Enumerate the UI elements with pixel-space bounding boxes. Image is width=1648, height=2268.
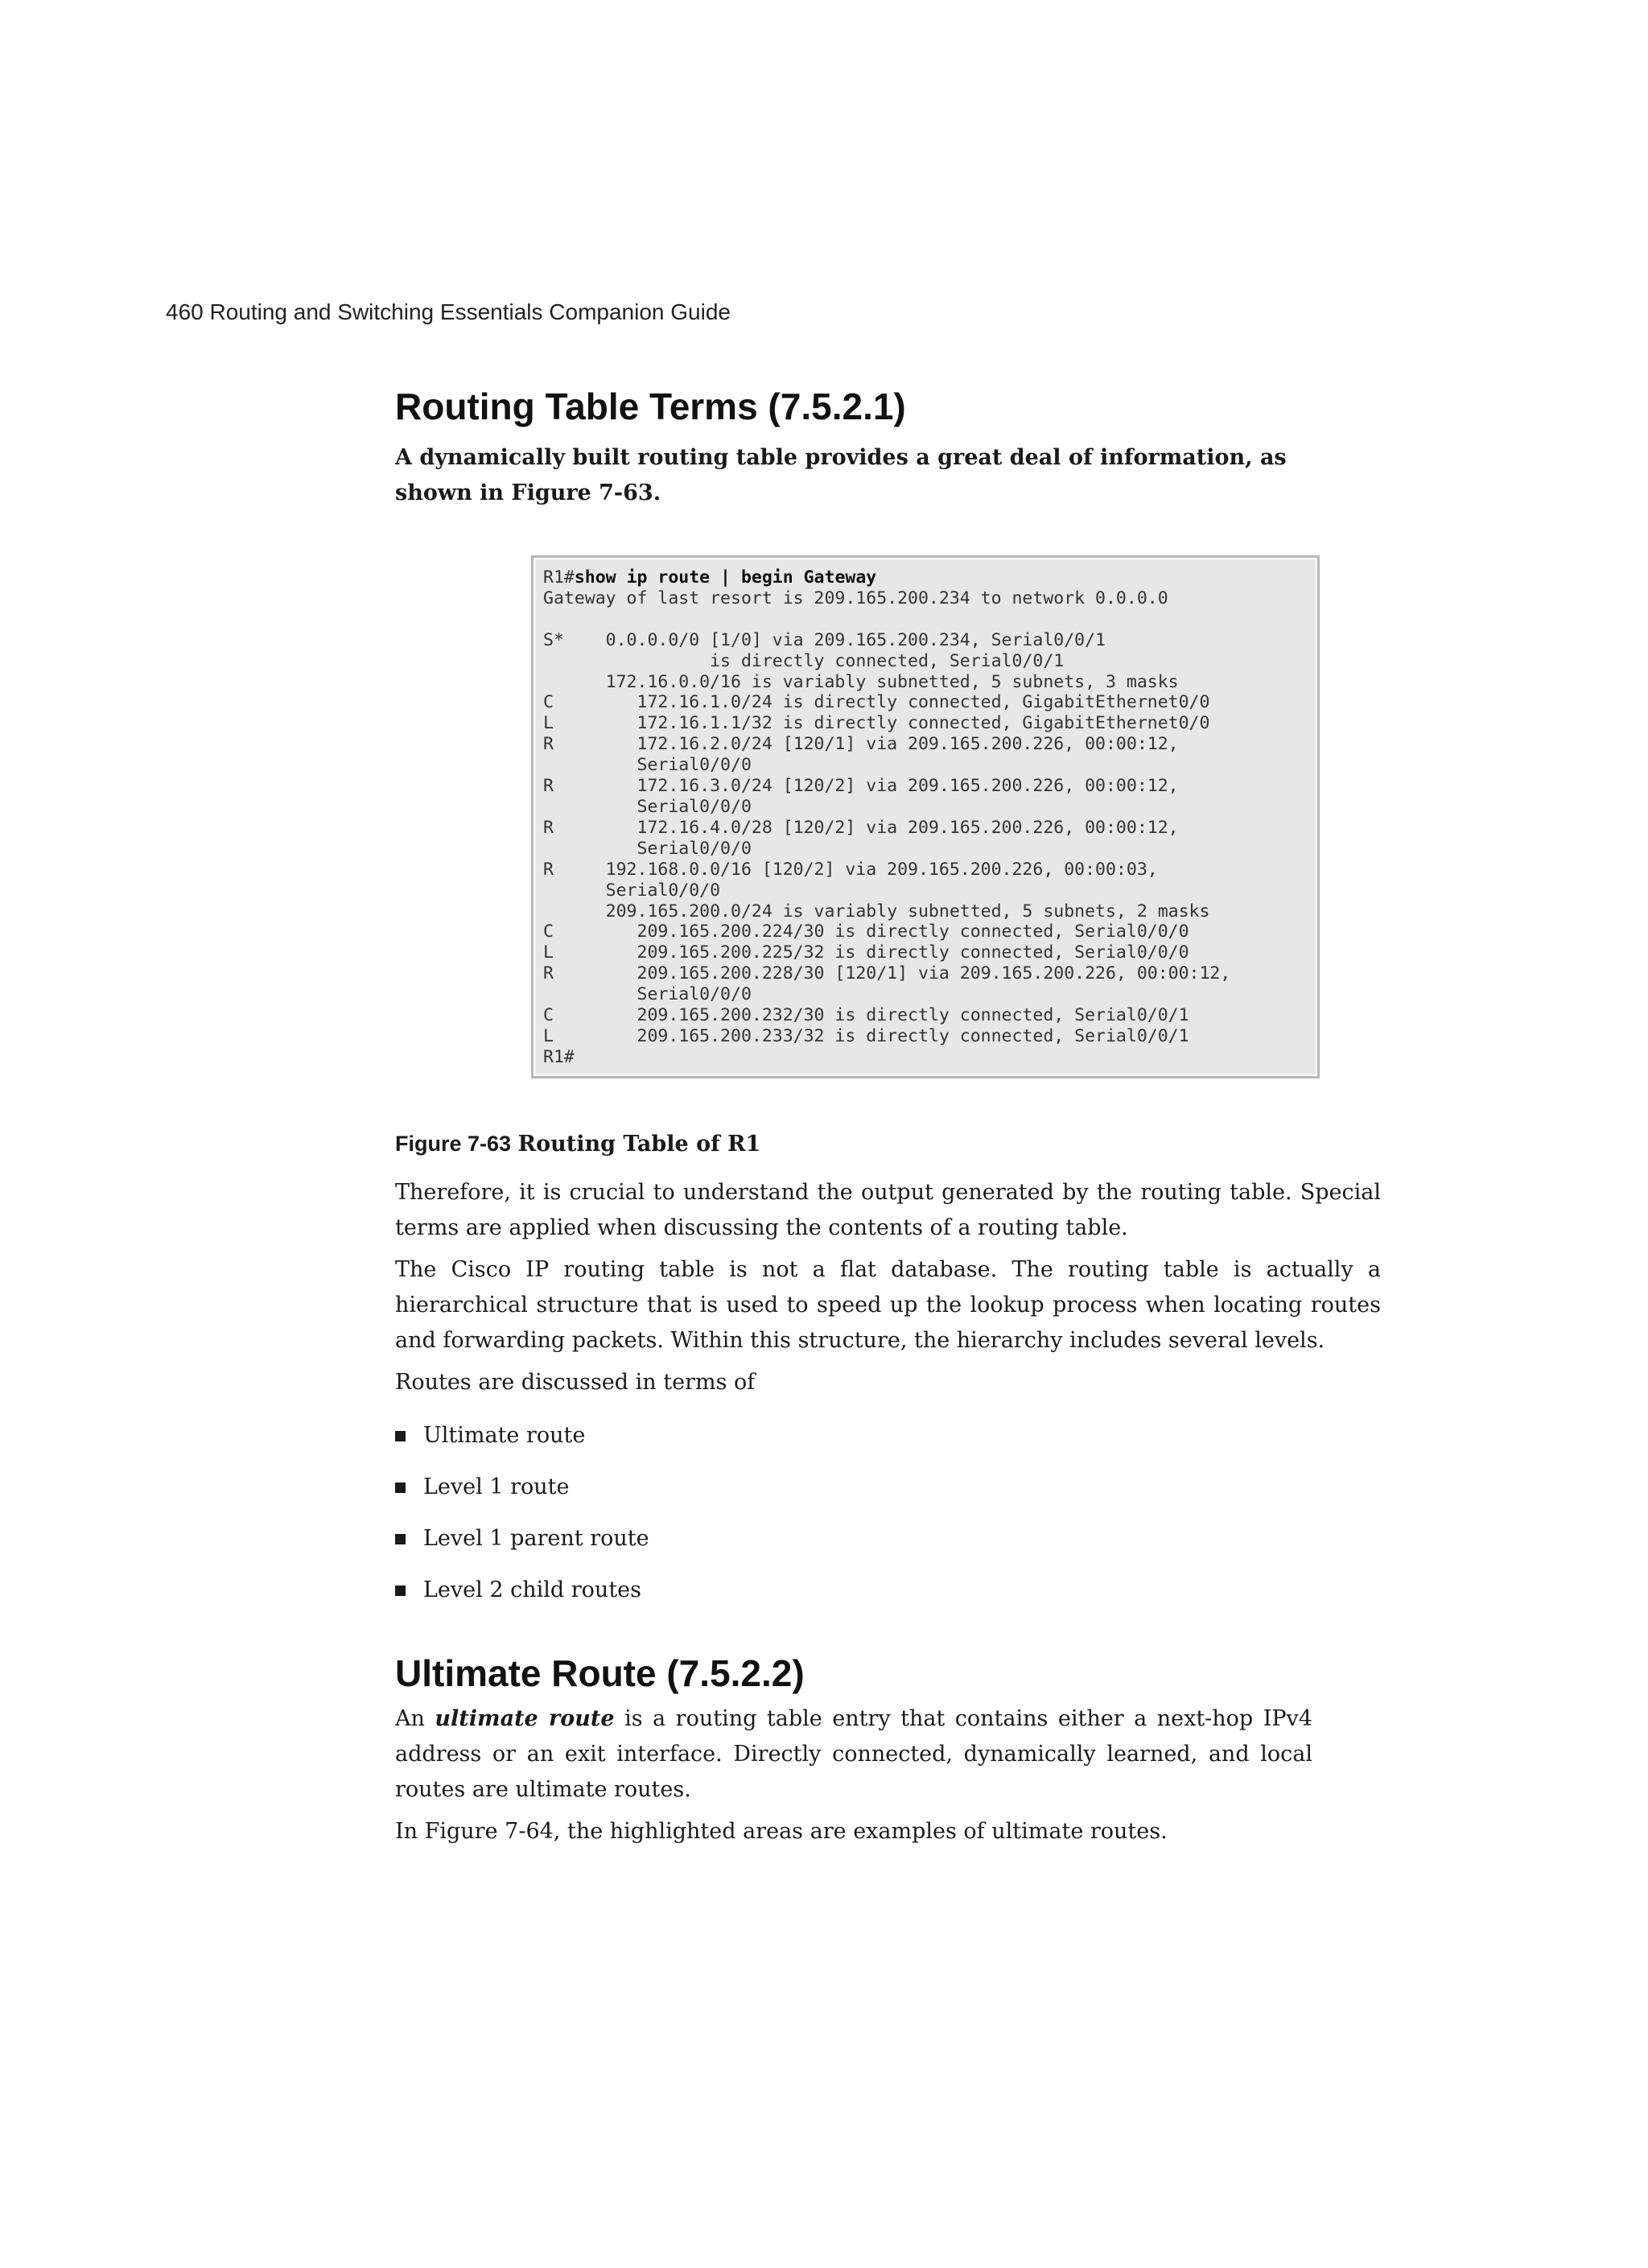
route-types-list <box>395 1410 649 1616</box>
terminal-prompt: R1# <box>543 567 575 588</box>
paragraph-hierarchical-structure: The Cisco IP routing table is not a flat database. The routing table is actually a hierarchical structure that is used to speed up the lookup process when locating routes and forwarding packets. Within this structure, the hierarchy includes several levels. <box>395 1257 1381 1353</box>
running-head: 460 Routing and Switching Essentials Companion Guide <box>166 299 731 324</box>
section-heading-routing-table-terms: Routing Table Terms (7.5.2.1) <box>395 386 906 427</box>
figure-caption <box>395 1132 760 1157</box>
text-span: is a routing table entry that contains either a next-hop IPv4 address or an exit interface. Directly connected, dynamically learned, and local routes are ultimate routes. <box>395 1706 1312 1802</box>
paragraph-special-terms: Therefore, it is crucial to understand the output generated by the routing table. Special terms are applied when discussing the contents of a routing table. <box>395 1180 1381 1240</box>
list-item: Level 1 parent route <box>395 1513 649 1565</box>
list-item: Level 2 child routes <box>395 1565 649 1616</box>
intro-paragraph: A dynamically built routing table provides a great deal of information, as shown in Figure 7-63. <box>395 445 1287 505</box>
list-item: Level 1 route <box>395 1462 649 1513</box>
section-heading-ultimate-route: Ultimate Route (7.5.2.2) <box>395 1652 805 1694</box>
terminal-command: show ip route | begin Gateway <box>574 567 877 588</box>
figure-title: Routing Table of R1 <box>517 1132 761 1157</box>
paragraph-figure-reference: In Figure 7-64, the highlighted areas are examples of ultimate routes. <box>395 1819 1168 1844</box>
text-span: An <box>395 1706 435 1731</box>
terminal-routing-output: Gateway of last resort is 209.165.200.234 to network 0.0.0.0 S* 0.0.0.0/0 [1/0] via 209.165.200.234, Serial0/0/1 is directly connected, Serial0/0/1 172.16.0.0/16 is variably subnetted, 5 subnets, 3 masks C 172.16.1.0/24 is directly connected, GigabitEthernet0/0 L 172.16.1.1/32 is directly connected, GigabitEthernet0/0 R 172.16.2.0/24 [120/1] via 209.165.200.226, 00:00:12, Serial0/0/0 R 172.16.3.0/24 [120/2] via 209.165.200.226, 00:00:12, Serial0/0/0 R 172.16.4.0/28 [120/2] via 209.165.200.226, 00:00:12, Serial0/0/0 R 192.168.0.0/16 [120/2] via 209.165.200.226, 00:00:03, Serial0/0/0 209.165.200.0/24 is variably subnetted, 5 subnets, 2 masks C 209.165.200.224/30 is directly connected, Serial0/0/0 L 209.165.200.225/32 is directly connected, Serial0/0/0 R 209.165.200.228/30 [120/1] via 209.165.200.226, 00:00:12, Serial0/0/0 C 209.165.200.232/30 is directly connected, Serial0/0/1 L 209.165.200.233/32 is directly connected, Serial0/0/1 R1# <box>543 588 1231 1067</box>
paragraph-routes-discussed: Routes are discussed in terms of <box>395 1370 756 1395</box>
list-item: Ultimate route <box>395 1410 649 1462</box>
key-term-ultimate-route: ultimate route <box>435 1706 615 1731</box>
terminal-output-figure <box>531 555 1320 1078</box>
paragraph-ultimate-route-definition <box>395 1701 1312 1808</box>
figure-number: Figure 7-63 <box>395 1132 512 1156</box>
terminal-text <box>543 567 1308 1068</box>
